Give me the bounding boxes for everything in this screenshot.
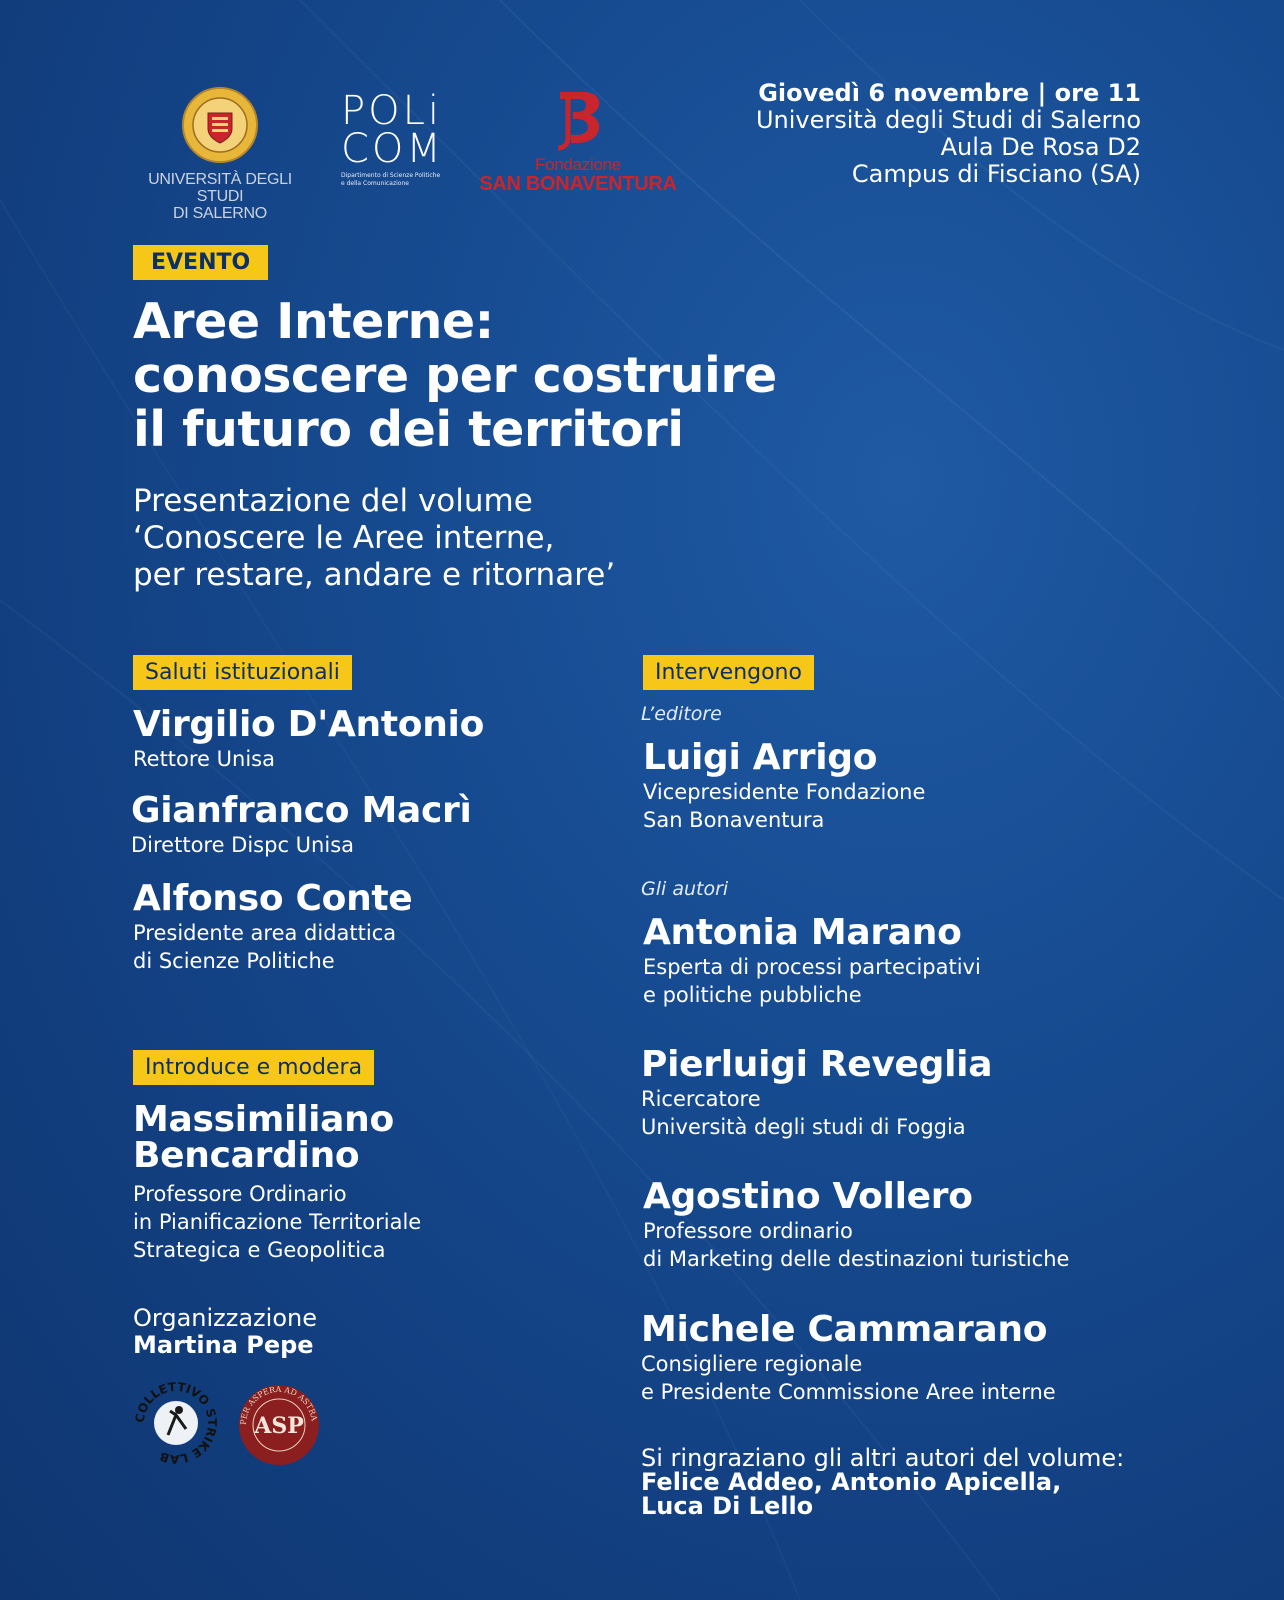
unisa-seal-icon <box>180 85 260 165</box>
thanks-line2: Felice Addeo, Antonio Apicella, <box>641 1468 1062 1496</box>
person-name: Luigi Arrigo <box>643 737 878 778</box>
moderator-name-line2: Bencardino <box>133 1135 360 1176</box>
author-3 <box>643 1177 1069 1273</box>
person-role-line2: e Presidente Commissione Aree interne <box>641 1380 1056 1404</box>
policom-logo <box>341 88 461 188</box>
saluti-person-2 <box>131 791 472 859</box>
person-name: Alfonso Conte <box>133 878 413 919</box>
event-date: Giovedì 6 novembre | ore 11 <box>758 79 1141 107</box>
title-line3: il futuro dei territori <box>133 401 684 458</box>
author-1 <box>643 913 981 1009</box>
svg-text:PER ASPERA AD ASTRA: PER ASPERA AD ASTRA <box>238 1384 319 1426</box>
asp-logo-icon <box>237 1383 321 1467</box>
event-title <box>133 295 893 457</box>
fondazione-san-bonaventura-logo <box>478 88 678 195</box>
title-line1: Aree Interne: <box>133 293 494 350</box>
person-role-line1: Presidente area didattica <box>133 921 397 945</box>
event-subtitle <box>133 483 853 594</box>
policom-sub2: e della Comunicazione <box>341 180 409 187</box>
saluti-tag: Saluti istituzionali <box>133 655 352 690</box>
moderator-tag: Introduce e modera <box>133 1050 374 1085</box>
person-name: Agostino Vollero <box>643 1176 973 1217</box>
subtitle-line2: ‘Conoscere le Aree interne, <box>133 520 555 556</box>
person-role: Rettore Unisa <box>133 747 275 771</box>
thanks-line3: Luca Di Lello <box>641 1492 814 1520</box>
unisa-name-line1: UNIVERSITÀ DEGLI STUDI <box>148 171 292 205</box>
subtitle-line1: Presentazione del volume <box>133 483 533 519</box>
person-role: Direttore Dispc Unisa <box>131 833 355 857</box>
venue-line1: Università degli Studi di Salerno <box>755 106 1141 134</box>
person-role-line1: Professore ordinario <box>643 1219 853 1243</box>
fsb-line2: SAN BONAVENTURA <box>479 173 677 195</box>
moderator-role-line3: Strategica e Geopolitica <box>133 1238 386 1262</box>
person-name: Virgilio D'Antonio <box>133 704 485 745</box>
moderator-role-line2: in Pianificazione Territoriale <box>133 1210 422 1234</box>
author-2 <box>641 1045 992 1141</box>
unisa-logo <box>125 85 315 222</box>
fsb-line1: Fondazione <box>535 155 621 174</box>
person-role-line1: Consigliere regionale <box>641 1352 863 1376</box>
author-4 <box>641 1310 1056 1406</box>
event-tag: EVENTO <box>133 245 268 280</box>
person-role-line2: Università degli studi di Foggia <box>641 1115 966 1139</box>
person-role-line2: di Marketing delle destinazioni turistiche <box>643 1247 1070 1271</box>
svg-text:COLLETTIVO STRIKE LAB: COLLETTIVO STRIKE LAB <box>133 1380 219 1466</box>
venue-line3: Campus di Fisciano (SA) <box>851 160 1141 188</box>
unisa-name-line2: DI SALERNO <box>173 205 267 222</box>
moderator-name-line1: Massimiliano <box>133 1099 394 1140</box>
organization-name: Martina Pepe <box>133 1331 314 1359</box>
organization-label: Organizzazione <box>133 1304 317 1332</box>
person-name: Antonia Marano <box>643 912 962 953</box>
policom-line2: COM <box>341 126 444 172</box>
title-line2: conoscere per costruire <box>133 347 777 404</box>
moderator-block <box>133 1099 422 1264</box>
svg-text:ASP: ASP <box>254 1413 304 1439</box>
person-name: Pierluigi Reveglia <box>641 1044 993 1085</box>
person-role-line1: Ricercatore <box>641 1087 761 1111</box>
saluti-person-3 <box>133 879 412 975</box>
person-role-line1: Vicepresidente Fondazione <box>643 780 926 804</box>
thanks-line1: Si ringraziano gli altri autori del volume: <box>641 1444 1125 1472</box>
person-role-line1: Esperta di processi partecipativi <box>643 955 981 979</box>
date-venue-block <box>756 80 1141 188</box>
moderator-role-line1: Professore Ordinario <box>133 1182 347 1206</box>
subtitle-line3: per restare, andare e ritornare’ <box>133 557 616 593</box>
saluti-person-1 <box>133 705 484 773</box>
venue-line2: Aula De Rosa D2 <box>940 133 1141 161</box>
strike-lab-logo-icon <box>133 1380 219 1466</box>
organization-block <box>133 1305 317 1359</box>
person-name: Gianfranco Macrì <box>131 790 472 831</box>
editor-caption: L’editore <box>641 703 722 725</box>
policom-line1: POLi <box>341 88 443 134</box>
fsb-monogram-icon <box>550 88 606 152</box>
person-role-line2: di Scienze Politiche <box>133 949 335 973</box>
person-role-line2: e politiche pubbliche <box>643 983 862 1007</box>
authors-caption: Gli autori <box>641 878 729 900</box>
thanks-block <box>641 1446 1241 1518</box>
policom-sub1: Dipartimento di Scienze Politiche <box>341 172 441 179</box>
person-role-line2: San Bonaventura <box>643 808 825 832</box>
editor-block <box>643 738 925 834</box>
speakers-tag: Intervengono <box>643 655 814 690</box>
person-name: Michele Cammarano <box>641 1309 1048 1350</box>
